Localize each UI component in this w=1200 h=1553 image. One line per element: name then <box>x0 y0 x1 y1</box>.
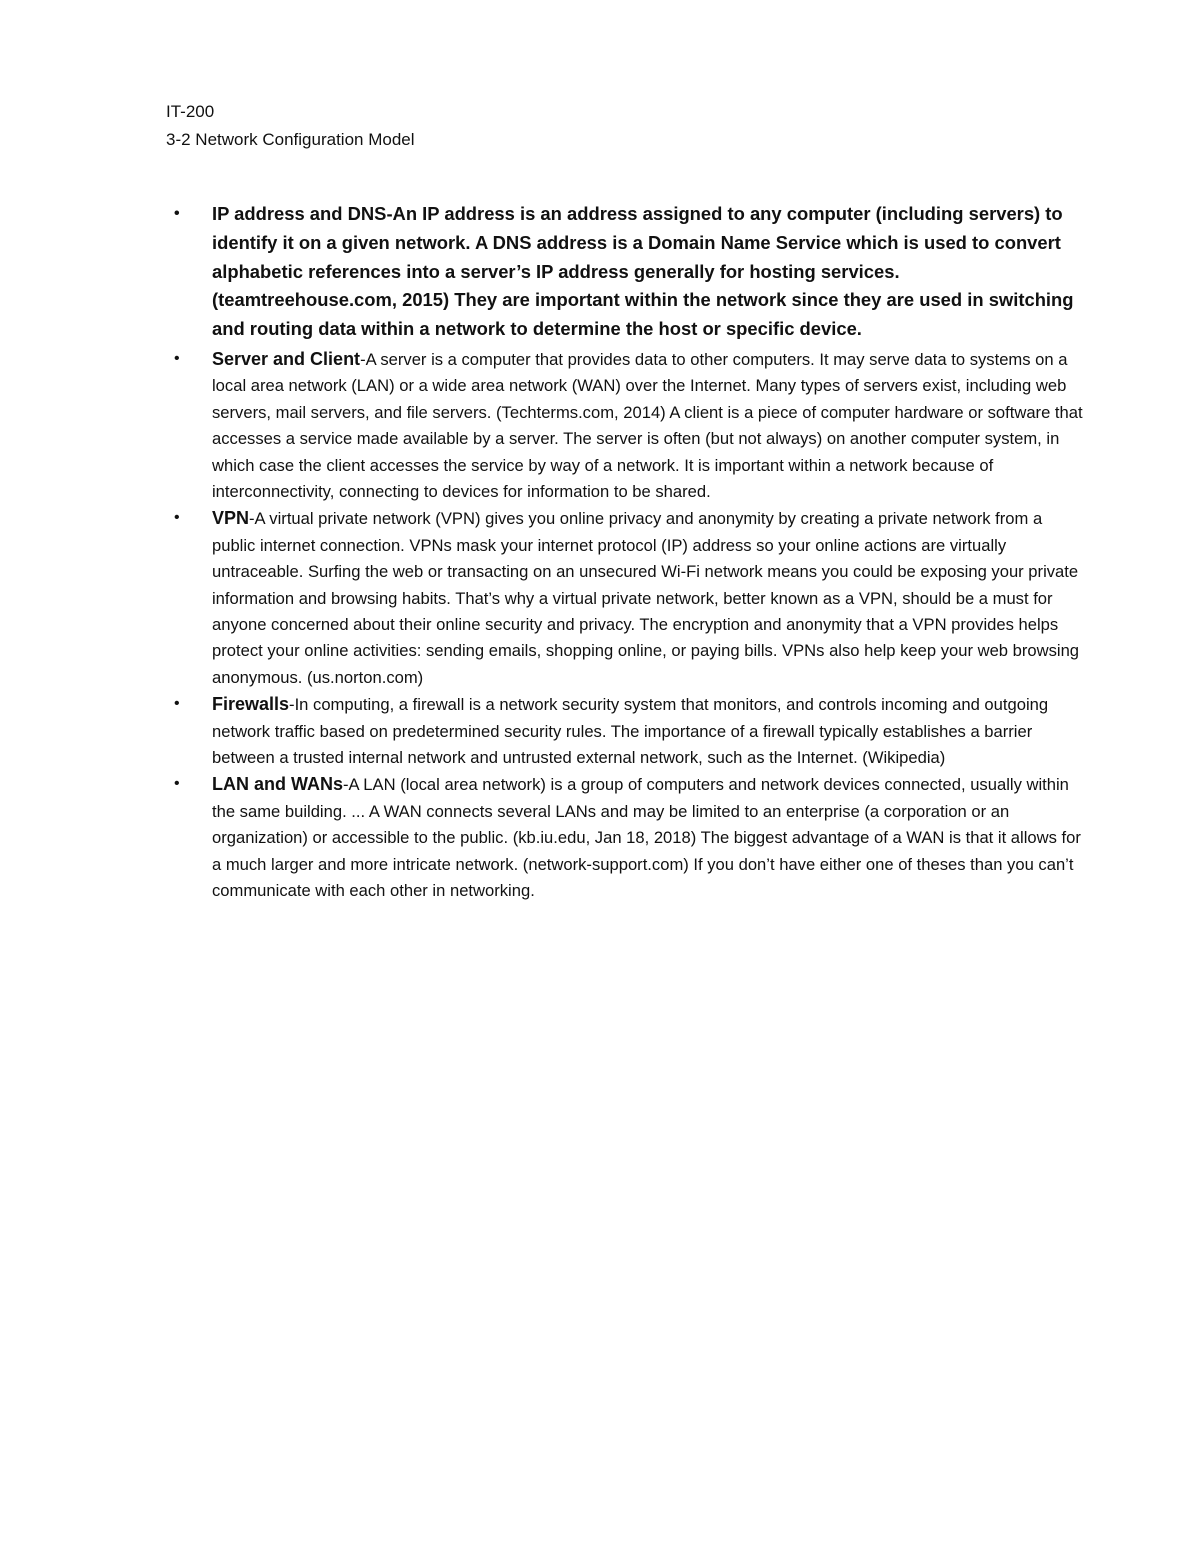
document-title: 3-2 Network Configuration Model <box>166 130 415 149</box>
item-text: -In computing, a firewall is a network security system that monitors, and controls incoming and outgoing network traffic based on predetermined security rules. The importance of a firewall typically establishes a barrier between a trusted internal network and untrusted external network, such as the Internet. (Wikipedia) <box>212 695 1049 768</box>
item-term: IP address and DNS <box>212 203 387 224</box>
document-header <box>166 98 415 154</box>
bullet-icon: • <box>174 775 180 793</box>
bullet-icon: • <box>174 509 180 527</box>
item-term: LAN and WANs <box>212 774 344 795</box>
list-item-firewalls <box>166 691 1086 771</box>
bullet-icon: • <box>174 205 180 222</box>
list-item-vpn <box>166 505 1086 691</box>
course-code: IT-200 <box>166 102 215 121</box>
item-term: Server and Client <box>212 348 361 369</box>
item-text: -A server is a computer that provides data to other computers. It may serve data to systems on a local area network (LAN) or a wide area network (WAN) over the Internet. Many types of servers exist, including web servers, mail servers, and file servers. (Techterms.com, 2014) A client is a piece of computer hardware or software that accesses a service made available by a server. The server is often (but not always) on another computer system, in which case the client accesses the service by way of a network. It is important within a network because of interconnectivity, connecting to devices for information to be shared. <box>212 349 1083 502</box>
list-item-lan-wan <box>166 771 1086 904</box>
item-text: -A LAN (local area network) is a group of computers and network devices connected, usually within the same building. ... A WAN connects several LANs and may be limited to an enterprise (a corporation or an organization) or accessible to the public. (kb.iu.edu, Jan 18, 2018) The biggest advantage of a WAN is that it allows for a much larger and more intricate network. (network-support.com) If you don’t have either one of theses than you can’t communicate with each other in networking. <box>212 775 1081 901</box>
bullet-icon: • <box>174 349 180 367</box>
item-text: -A virtual private network (VPN) gives you online privacy and anonymity by creating a private network from a public internet connection. VPNs mask your internet protocol (IP) address so your online actions are virtually untraceable. Surfing the web or transacting on an unsecured Wi-Fi network means you could be exposing your private information and browsing habits. That’s why a virtual private network, better known as a VPN, should be a must for anyone concerned about their online security and privacy. The encryption and anonymity that a VPN provides helps protect your online activities: sending emails, shopping online, or paying bills. VPNs also help keep your web browsing anonymous. (us.norton.com) <box>212 509 1080 687</box>
item-term: VPN <box>212 508 250 529</box>
bullet-list <box>166 200 1086 905</box>
item-text: -An IP address is an address assigned to any computer (including servers) to identify it on a given network. A DNS address is a Domain Name Service which is used to convert alphabetic references into a server’s IP address generally for hosting services. (teamtreehouse.com, 2015) They are important within the network since they are used in switching and routing data within a network to determine the host or specific device. <box>212 203 1074 340</box>
bullet-icon: • <box>174 695 180 713</box>
list-item-server-client <box>166 346 1086 505</box>
item-term: Firewalls <box>212 694 290 715</box>
list-item-ip-dns <box>166 200 1086 344</box>
document-body <box>166 200 1086 905</box>
